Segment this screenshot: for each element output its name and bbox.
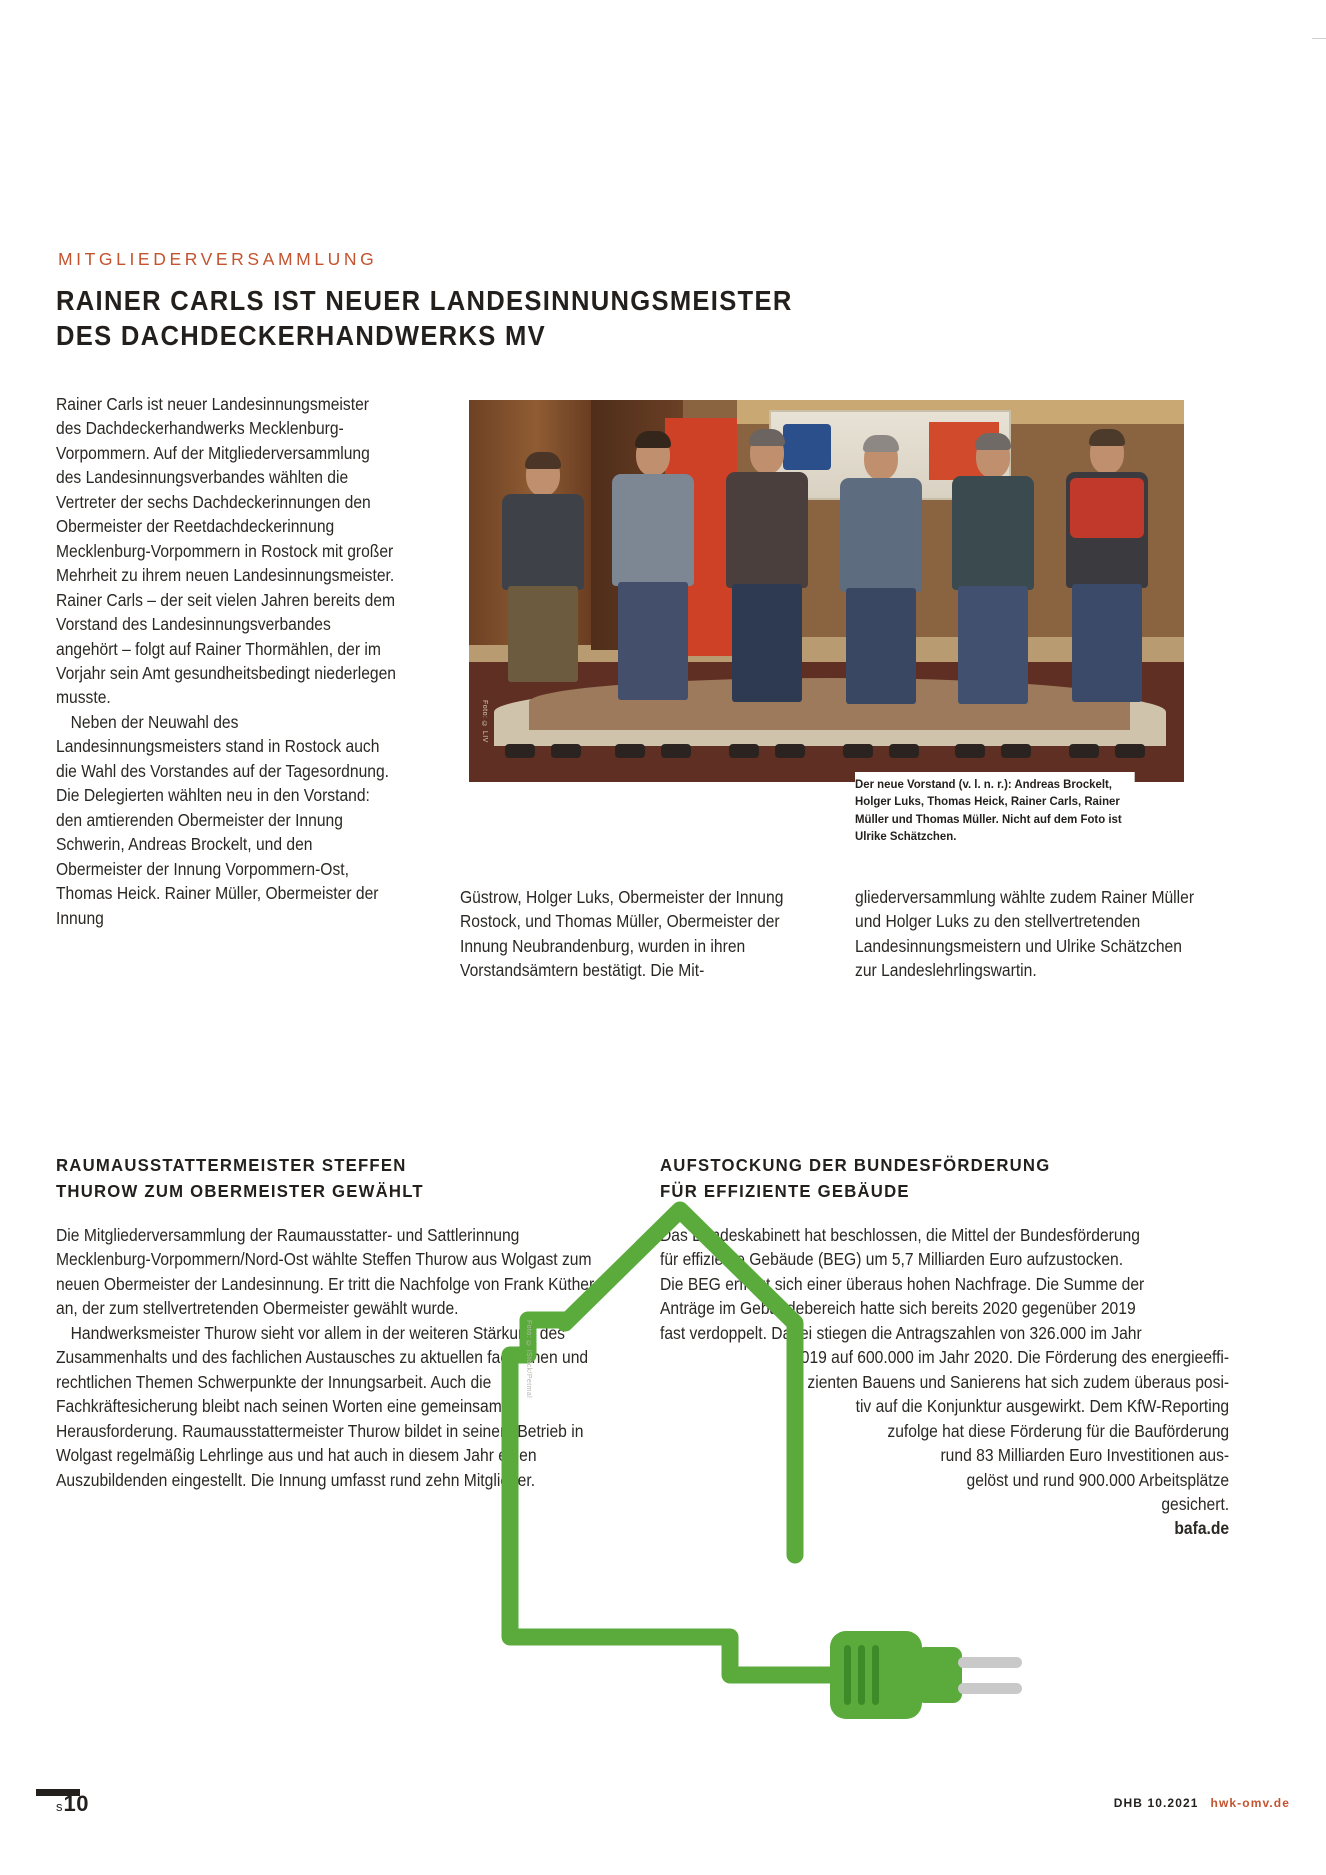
- footer-issue: DHB 10.2021: [1113, 1796, 1199, 1810]
- illustration-credit: Foto: © iStock/Petmal: [525, 1320, 532, 1399]
- photo-person-hair: [975, 433, 1011, 450]
- photo-person-shoe: [843, 744, 873, 758]
- photo-person-shoe: [1115, 744, 1145, 758]
- photo-person-shoe: [661, 744, 691, 758]
- photo-person-torso: [726, 472, 808, 588]
- article2-paragraph-2: Handwerksmeister Thurow sieht vor allem in der weiteren Stärkung des Zusammenhalts und des fachlichen Austausches zu aktuellen fachlichen und rechtlichen Themen Schwerpunkte der Innungsarbeit. Auch die Fachkräftesicherung bleibt nach seinen Worten eine gemeinsame Herausforderung. Raumausstattermeister Thurow bildet in seinem Betrieb in Wolgast regelmäßig Lehrlinge aus und hat auch in diesem Jahr einen Auszubildenden eingestellt. Die Innung umfasst rund zehn Mitglieder.: [56, 1323, 589, 1490]
- article3-line: gelöst und rund 900.000 Arbeitsplätze: [966, 1470, 1230, 1490]
- photo-person-legs: [618, 582, 688, 700]
- power-plug-icon: [830, 1631, 1022, 1719]
- article2-paragraph-1: Die Mitgliederversammlung der Raumausstatter- und Sattlerinnung Mecklenburg-Vorpommern/Nord-Ost wählte Steffen Thurow aus Wolgast zum neuen Obermeister der Landesinnung. Er tritt die Nachfolge von Frank Küther an, der zum stellvertretenden Obermeister gewählt wurde.: [56, 1226, 595, 1319]
- article1-column-1: [56, 393, 396, 931]
- photo-person-shoe: [775, 744, 805, 758]
- page-folio: [56, 1791, 89, 1817]
- photo-credit: Foto: © LIV: [481, 700, 488, 743]
- photo-person-legs: [958, 586, 1028, 704]
- photo-person-hair: [749, 429, 785, 446]
- photo-person-legs: [1072, 584, 1142, 702]
- article3-headline-line-2: FÜR EFFIZIENTE GEBÄUDE: [660, 1181, 910, 1201]
- photo-person-shoe: [1001, 744, 1031, 758]
- photo-person-4: [831, 438, 931, 754]
- green-house-plug-illustration: [430, 1175, 1170, 1735]
- article3-headline-line-1: AUFSTOCKUNG DER BUNDESFÖRDERUNG: [660, 1155, 1051, 1175]
- headline-line-2: DES DACHDECKERHANDWERKS MV: [56, 320, 546, 351]
- headline-line-1: RAINER CARLS IST NEUER LANDESINNUNGSMEISTER: [56, 285, 793, 316]
- article3-line: rund 83 Milliarden Euro Investitionen aus-: [940, 1446, 1230, 1466]
- photo-person-hair: [635, 431, 671, 448]
- power-cord-icon: [510, 1555, 845, 1675]
- folio-prefix: s: [56, 1799, 64, 1814]
- photo-person-6: [1055, 432, 1159, 754]
- photo-person-3: [717, 432, 817, 754]
- article3-source-link[interactable]: bafa.de: [1174, 1519, 1230, 1539]
- article3-line: zufolge hat diese Förderung für die Bauförderung: [887, 1421, 1230, 1441]
- photo-person-hair: [525, 452, 561, 469]
- folio-number: 10: [63, 1791, 89, 1816]
- photo-person-legs: [508, 586, 578, 682]
- article3-line: Die BEG erfreut sich einer überaus hohen Nachfrage. Die Summe der: [660, 1274, 1145, 1294]
- photo-caption: Der neue Vorstand (v. l. n. r.): Andreas Brockelt, Holger Luks, Thomas Heick, Rainer Carls, Rainer Müller und Thomas Müller. Nicht auf dem Foto ist Ulrike Schätzchen.: [855, 772, 1135, 850]
- photo-person-1: [497, 454, 589, 754]
- photo-person-shoe: [889, 744, 919, 758]
- photo-person-legs: [846, 588, 916, 704]
- footer-website[interactable]: hwk-omv.de: [1210, 1796, 1290, 1810]
- article1-column-3: [855, 886, 1207, 984]
- photo-person-torso: [612, 474, 694, 586]
- article3-line: fast verdoppelt. Dabei stiegen die Antragszahlen von 326.000 im Jahr: [660, 1323, 1142, 1343]
- photo-person-hair: [1089, 429, 1125, 446]
- article3-line: Das Bundeskabinett hat beschlossen, die Mittel der Bundesförderung: [660, 1226, 1140, 1245]
- article3-line: 2019 auf 600.000 im Jahr 2020. Die Förderung des energieeffi-: [792, 1348, 1230, 1368]
- article2-headline-line-2: THUROW ZUM OBERMEISTER GEWÄHLT: [56, 1181, 424, 1201]
- photo-person-shoe: [505, 744, 535, 758]
- photo-person-torso: [952, 476, 1034, 590]
- article-kicker: MITGLIEDERVERSAMMLUNG: [58, 249, 378, 269]
- photo-person-2: [605, 434, 701, 754]
- article3-line: für effiziente Gebäude (BEG) um 5,7 Milliarden Euro aufzustocken.: [660, 1250, 1124, 1270]
- photo-person-shoe: [955, 744, 985, 758]
- article1-paragraph-2: Neben der Neuwahl des Landesinnungsmeisters stand in Rostock auch die Wahl des Vorstandes auf der Tagesordnung. Die Delegierten wählten neu in den Vorstand: den amtierenden Obermeister der Innung Schwerin, Andreas Brockelt, und den Obermeister der Innung Vorpommern-Ost, Thomas Heick. Rainer Müller, Obermeister der Innung: [56, 712, 390, 928]
- photo-person-torso: [840, 478, 922, 592]
- article1-column-2: [460, 886, 800, 984]
- article1-paragraph-1: Rainer Carls ist neuer Landesinnungsmeister des Dachdeckerhandwerks Mecklenburg-Vorpommern. Auf der Mitgliederversammlung des Landesinnungsverbandes wählten die Vertreter der sechs Dachdeckerinnungen den Obermeister der Reetdachdeckerinnung Mecklenburg-Vorpommern in Rostock mit großer Mehrheit zu ihrem neuen Landesinnungsmeister. Rainer Carls – der seit vielen Jahren bereits dem Vorstand des Landesinnungsverbandes angehört – folgt auf Rainer Thormählen, der im Vorjahr sein Amt gesundheitsbedingt niederlegen musste.: [56, 395, 396, 708]
- photo-person-shoe: [615, 744, 645, 758]
- photo-person-shoe: [729, 744, 759, 758]
- article1-column-2-text: Güstrow, Holger Luks, Obermeister der Innung Rostock, und Thomas Müller, Obermeister der Innung Neubrandenburg, wurden in ihren Vorstandsämtern bestätigt. Die Mit-: [460, 888, 784, 981]
- footer-meta: [1114, 1796, 1290, 1810]
- article1-column-3-text: gliederversammlung wählte zudem Rainer Müller und Holger Luks zu den stellvertretenden Landesinnungsmeistern und Ulrike Schätzchen zur Landeslehrlingswartin.: [855, 888, 1195, 981]
- article3-line: Anträge im Gebäudebereich hatte sich bereits 2020 gegenüber 2019: [660, 1299, 1136, 1319]
- board-group-photo: [469, 400, 1184, 782]
- crop-mark: [1312, 38, 1326, 39]
- photo-person-hair: [863, 435, 899, 452]
- photo-person-shoe: [1069, 744, 1099, 758]
- photo-person-5: [943, 436, 1043, 754]
- article3-line: zienten Bauens und Sanierens hat sich zudem überaus posi-: [807, 1372, 1230, 1392]
- photo-person-torso: [502, 494, 584, 590]
- photo-person-shoe: [551, 744, 581, 758]
- photo-person-red-shirt: [1070, 478, 1144, 538]
- page-title: [56, 283, 995, 353]
- house-outline-icon: [510, 1210, 795, 1555]
- article3-line: tiv auf die Konjunktur ausgewirkt. Dem KfW-Reporting: [855, 1397, 1230, 1417]
- article2-headline-line-1: RAUMAUSSTATTERMEISTER STEFFEN: [56, 1155, 407, 1175]
- article3-line: gesichert.: [1161, 1494, 1230, 1514]
- photo-person-legs: [732, 584, 802, 702]
